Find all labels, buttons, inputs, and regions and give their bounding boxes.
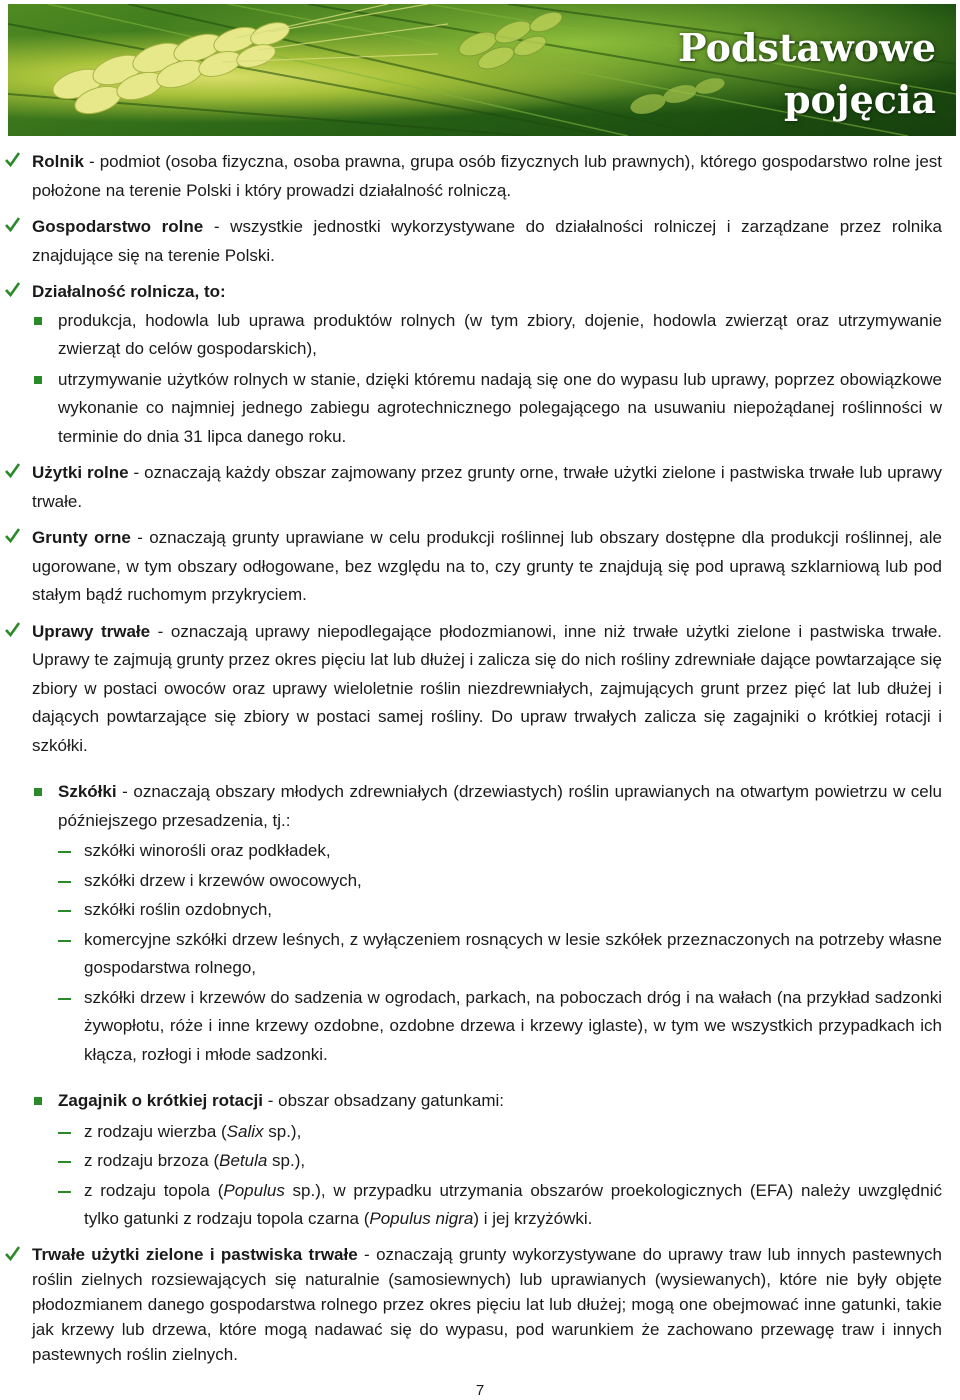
list-item — [32, 1177, 942, 1234]
term: Działalność rolnicza, to: — [32, 282, 226, 301]
definition-text — [32, 1242, 942, 1367]
latin-name: Salix — [226, 1121, 264, 1141]
dash-bullet-icon — [58, 998, 71, 1000]
text-part: sp.), — [267, 1151, 306, 1170]
list-item-text — [84, 1118, 942, 1147]
definitions-list — [32, 148, 942, 1375]
term: Uprawy trwałe — [32, 621, 151, 641]
definition-uprawy-trwale — [32, 618, 942, 1234]
page-title — [678, 22, 936, 126]
description: - oznaczają grunty wykorzystywane do uprawy traw lub innych pastewnych roślin zielnych rozsiewających się naturalnie (samosiewnych) lub uprawianych (wysiewanych), które nie były objęte płodozmianem danego gospodarstwa rolnego przez okres pięciu lat lub dłużej; mogą one obejmować inne gatunki, takie jak krzewy lub drzewa, które mogą nadawać się do wypasu, pod warunkiem że zachowano przewagę traw i innych pastewnych roślin zielnych. — [32, 1244, 942, 1364]
list-item — [32, 926, 942, 983]
term: Użytki rolne — [32, 463, 129, 482]
list-item-text: produkcja, hodowla lub uprawa produktów rolnych (w tym zbiory, dojenie, hodowla zwierząt oraz utrzymywanie zwierząt do celów gospodarskich), — [58, 310, 942, 358]
definition-text — [32, 459, 942, 516]
text-part: z rodzaju brzoza ( — [84, 1151, 220, 1170]
definition-text — [32, 278, 942, 307]
definition-dzialalnosc — [32, 278, 942, 451]
list-item-text: szkółki winorośli oraz podkładek, — [84, 841, 331, 860]
list-item — [32, 307, 942, 364]
dash-bullet-icon — [58, 1132, 71, 1134]
dash-bullet-icon — [58, 1161, 71, 1163]
term: Grunty orne — [32, 528, 131, 547]
definition-grunty-orne — [32, 524, 942, 610]
subdefinition-text — [58, 778, 942, 835]
list-item — [32, 896, 942, 925]
check-icon — [4, 1245, 21, 1262]
list-item-text — [84, 1147, 942, 1176]
list-item — [32, 867, 942, 896]
subdefinition-text — [58, 1087, 942, 1116]
square-bullet-icon — [34, 376, 42, 384]
dash-bullet-icon — [58, 1191, 71, 1193]
list-item — [32, 1147, 942, 1176]
check-icon — [4, 151, 21, 168]
text-part: ) i jej krzyżówki. — [473, 1209, 593, 1228]
term: Szkółki — [58, 782, 117, 801]
text-part: z rodzaju wierzba ( — [84, 1121, 227, 1141]
check-icon — [4, 281, 21, 298]
list-item — [32, 837, 942, 866]
description: - oznaczają grunty uprawiane w celu produkcji roślinnej lub obszary dostępne dla produkcji roślinnej, ale ugorowane, w tym obszary odłogowane, bez względu na to, czy grunty te znajdują się pod uprawą szklarniową lub pod stałym bądź ruchomym przykryciem. — [32, 528, 942, 604]
dash-bullet-icon — [58, 910, 71, 912]
definition-text — [32, 618, 942, 761]
list-item-text: komercyjne szkółki drzew leśnych, z wyłączeniem rosnących w lesie szkółek przeznaczonych na potrzeby własne gospodarstwa rolnego, — [84, 929, 942, 977]
term: Zagajnik o krótkiej rotacji — [58, 1091, 264, 1110]
description: - oznaczają uprawy niepodlegające płodozmianowi, inne niż trwałe użytki zielone i pastwiska trwałe. Uprawy te zajmują grunty przez okres pięciu lat lub dłużej i zalicza się do nich rośliny zdrewniałe dające powtarzające się zbiory w postaci owoców oraz uprawy wieloletnie roślin niezdrewniałych, zajmujących grunt przez pięć lat lub dłużej i dających powtarzające się zbiory w postaci samej rośliny. Do upraw trwałych zalicza się zagajniki o krótkiej rotacji i szkółki. — [32, 621, 943, 755]
dash-bullet-icon — [58, 851, 71, 853]
check-icon — [4, 527, 21, 544]
latin-name: Betula — [219, 1151, 268, 1170]
term: Gospodarstwo rolne — [32, 217, 204, 236]
header-banner — [8, 4, 956, 136]
square-bullet-icon — [34, 788, 42, 796]
list-item — [32, 366, 942, 452]
subdefinition-szkolki — [32, 778, 942, 835]
description: - podmiot (osoba fizyczna, osoba prawna, grupa osób fizycznych lub prawnych), którego gospodarstwo rolne jest położone na terenie Polski i który prowadzi działalność rolniczą. — [32, 152, 942, 200]
list-item — [32, 1118, 942, 1147]
list-item-text: szkółki drzew i krzewów owocowych, — [84, 870, 362, 890]
list-item-text — [84, 1177, 942, 1234]
definition-text — [32, 148, 942, 205]
definition-uzytki-rolne — [32, 459, 942, 516]
subdefinition-zagajnik — [32, 1087, 942, 1116]
check-icon — [4, 216, 21, 233]
check-icon — [4, 621, 21, 638]
title-line-2: pojęcia — [783, 77, 936, 122]
definition-rolnik — [32, 148, 942, 205]
title-line-1: Podstawowe — [678, 25, 936, 70]
dash-bullet-icon — [58, 940, 71, 942]
list-item-text: szkółki drzew i krzewów do sadzenia w ogrodach, parkach, na poboczach dróg i na wałach (na przykład sadzonki żywopłotu, róże i inne krzewy ozdobne, ozdobne drzewa i krzewy iglaste), w tym we wszystkich przypadkach ich kłącza, rozłogi i młode sadzonki. — [84, 987, 942, 1064]
latin-name: Populus nigra — [369, 1209, 474, 1228]
text-part: sp.), — [263, 1121, 302, 1141]
text-part: z rodzaju topola ( — [84, 1180, 224, 1200]
dash-bullet-icon — [58, 881, 71, 883]
definition-gospodarstwo — [32, 213, 942, 270]
check-icon — [4, 462, 21, 479]
description: - oznaczają każdy obszar zajmowany przez grunty orne, trwałe użytki zielone i pastwiska trwałe lub uprawy trwałe. — [32, 463, 942, 511]
list-item — [32, 984, 942, 1070]
description: - wszystkie jednostki wykorzystywane do działalności rolniczej i zarządzane przez rolnika znajdujące się na terenie Polski. — [32, 217, 942, 265]
square-bullet-icon — [34, 317, 42, 325]
list-item-text: szkółki roślin ozdobnych, — [84, 900, 273, 919]
text-part: sp.), w przypadku utrzymania obszarów proekologicznych (EFA) należy uwzględnić tylko gatunki z rodzaju topola czarna ( — [84, 1180, 942, 1228]
description: - oznaczają obszary młodych zdrewniałych (drzewiastych) roślin uprawianych na otwartym powietrzu w celu późniejszego przesadzenia, tj.: — [58, 782, 942, 830]
definition-text — [32, 524, 942, 610]
description: - obszar obsadzany gatunkami: — [263, 1091, 504, 1110]
definition-text — [32, 213, 942, 270]
definition-trwale-uzytki-zielone — [32, 1242, 942, 1367]
term: Rolnik — [32, 152, 84, 171]
latin-name: Populus — [223, 1180, 285, 1200]
term: Trwałe użytki zielone i pastwiska trwałe — [32, 1244, 358, 1264]
list-item-text: utrzymywanie użytków rolnych w stanie, dzięki któremu nadają się one do wypasu lub uprawy, poprzez obowiązkowe wykonanie co najmniej jednego zabiegu agrotechnicznego polegającego na usuwaniu niepożądanej roślinności w terminie do dnia 31 lipca danego roku. — [58, 369, 942, 446]
page-number: 7 — [475, 1382, 485, 1399]
square-bullet-icon — [34, 1097, 42, 1105]
